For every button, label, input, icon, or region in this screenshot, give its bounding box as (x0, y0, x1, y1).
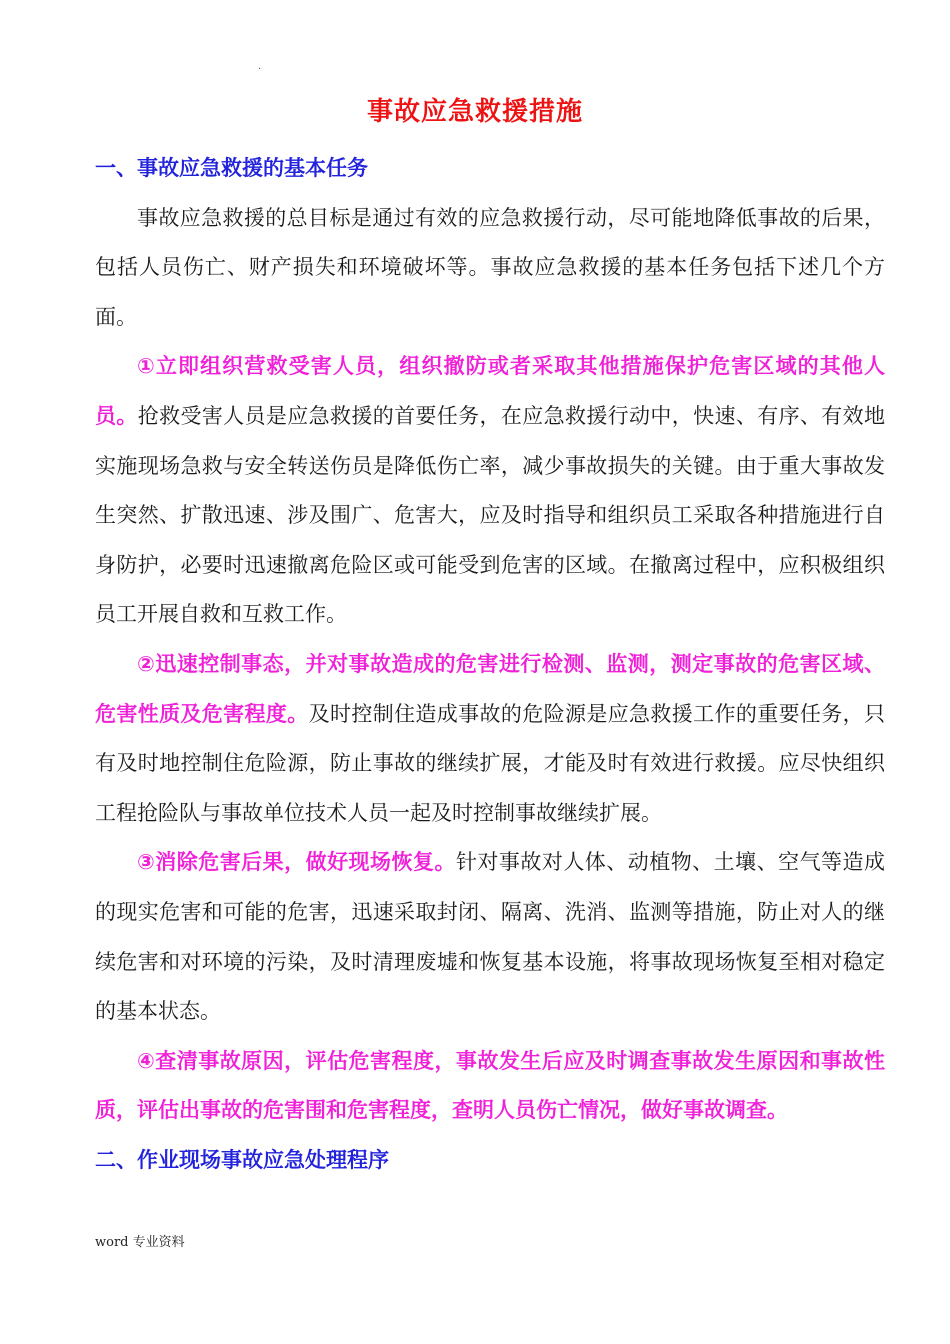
intro-paragraph: 事故应急救援的总目标是通过有效的应急救援行动，尽可能地降低事故的后果，包括人员伤亡、财产损失和环境破坏等。事故应急救援的基本任务包括下述几个方面。 (95, 205, 885, 329)
task-3-highlight: ③消除危害后果，做好现场恢复。 (137, 850, 456, 875)
task-4-highlight: ④查清事故原因，评估危害程度，事故发生后应及时调查事故发生原因和事故性质，评估出事故的危害围和危害程度，查明人员伤亡情况，做好事故调查。 (95, 1048, 885, 1123)
document-body (95, 144, 885, 1185)
task-paragraph-4 (95, 1037, 885, 1136)
section-heading-2: 二、作业现场事故应急处理程序 (95, 1147, 389, 1172)
task-3-text: 针对事故对人体、动植物、土壤、空气等造成的现实危害和可能的危害，迅速采取封闭、隔离、洗消、监测等措施，防止对人的继续危害和对环境的污染，及时清理废墟和恢复基本设施，将事故现场恢复至相对稳定的基本状态。 (95, 850, 885, 1024)
document-title: 事故应急救援措施 (366, 97, 583, 127)
section-heading-1: 一、事故应急救援的基本任务 (95, 156, 368, 180)
task-paragraph-3 (95, 838, 885, 1036)
page-mark: . (258, 61, 262, 72)
task-2-highlight: ②迅速控制事态，并对事故造成的危害进行检测、监测，测定事故的危害区域、危害性质及危害程度。 (95, 651, 885, 726)
page-footer: word 专业资料 (95, 1235, 185, 1250)
task-paragraph-2 (95, 640, 885, 838)
task-paragraph-1 (95, 342, 885, 640)
task-1-text: 抢救受害人员是应急救援的首要任务，在应急救援行动中，快速、有序、有效地实施现场急救与安全转送伤员是降低伤亡率，减少事故损失的关键。由于重大事故发生突然、扩散迅速、涉及围广、危害大，应及时指导和组织员工采取各种措施进行自身防护，必要时迅速撤离危险区或可能受到危害的区域。在撤离过程中，应积极组织员工开展自救和互救工作。 (95, 403, 886, 627)
task-1-highlight: ①立即组织营救受害人员，组织撤防或者采取其他措施保护危害区域的其他人员。 (95, 354, 885, 428)
task-2-text: 及时控制住造成事故的危险源是应急救援工作的重要任务，只有及时地控制住危险源，防止事故的继续扩展，才能及时有效进行救援。应尽快组织工程抢险队与事故单位技术人员一起及时控制事故继续扩展。 (95, 701, 886, 825)
